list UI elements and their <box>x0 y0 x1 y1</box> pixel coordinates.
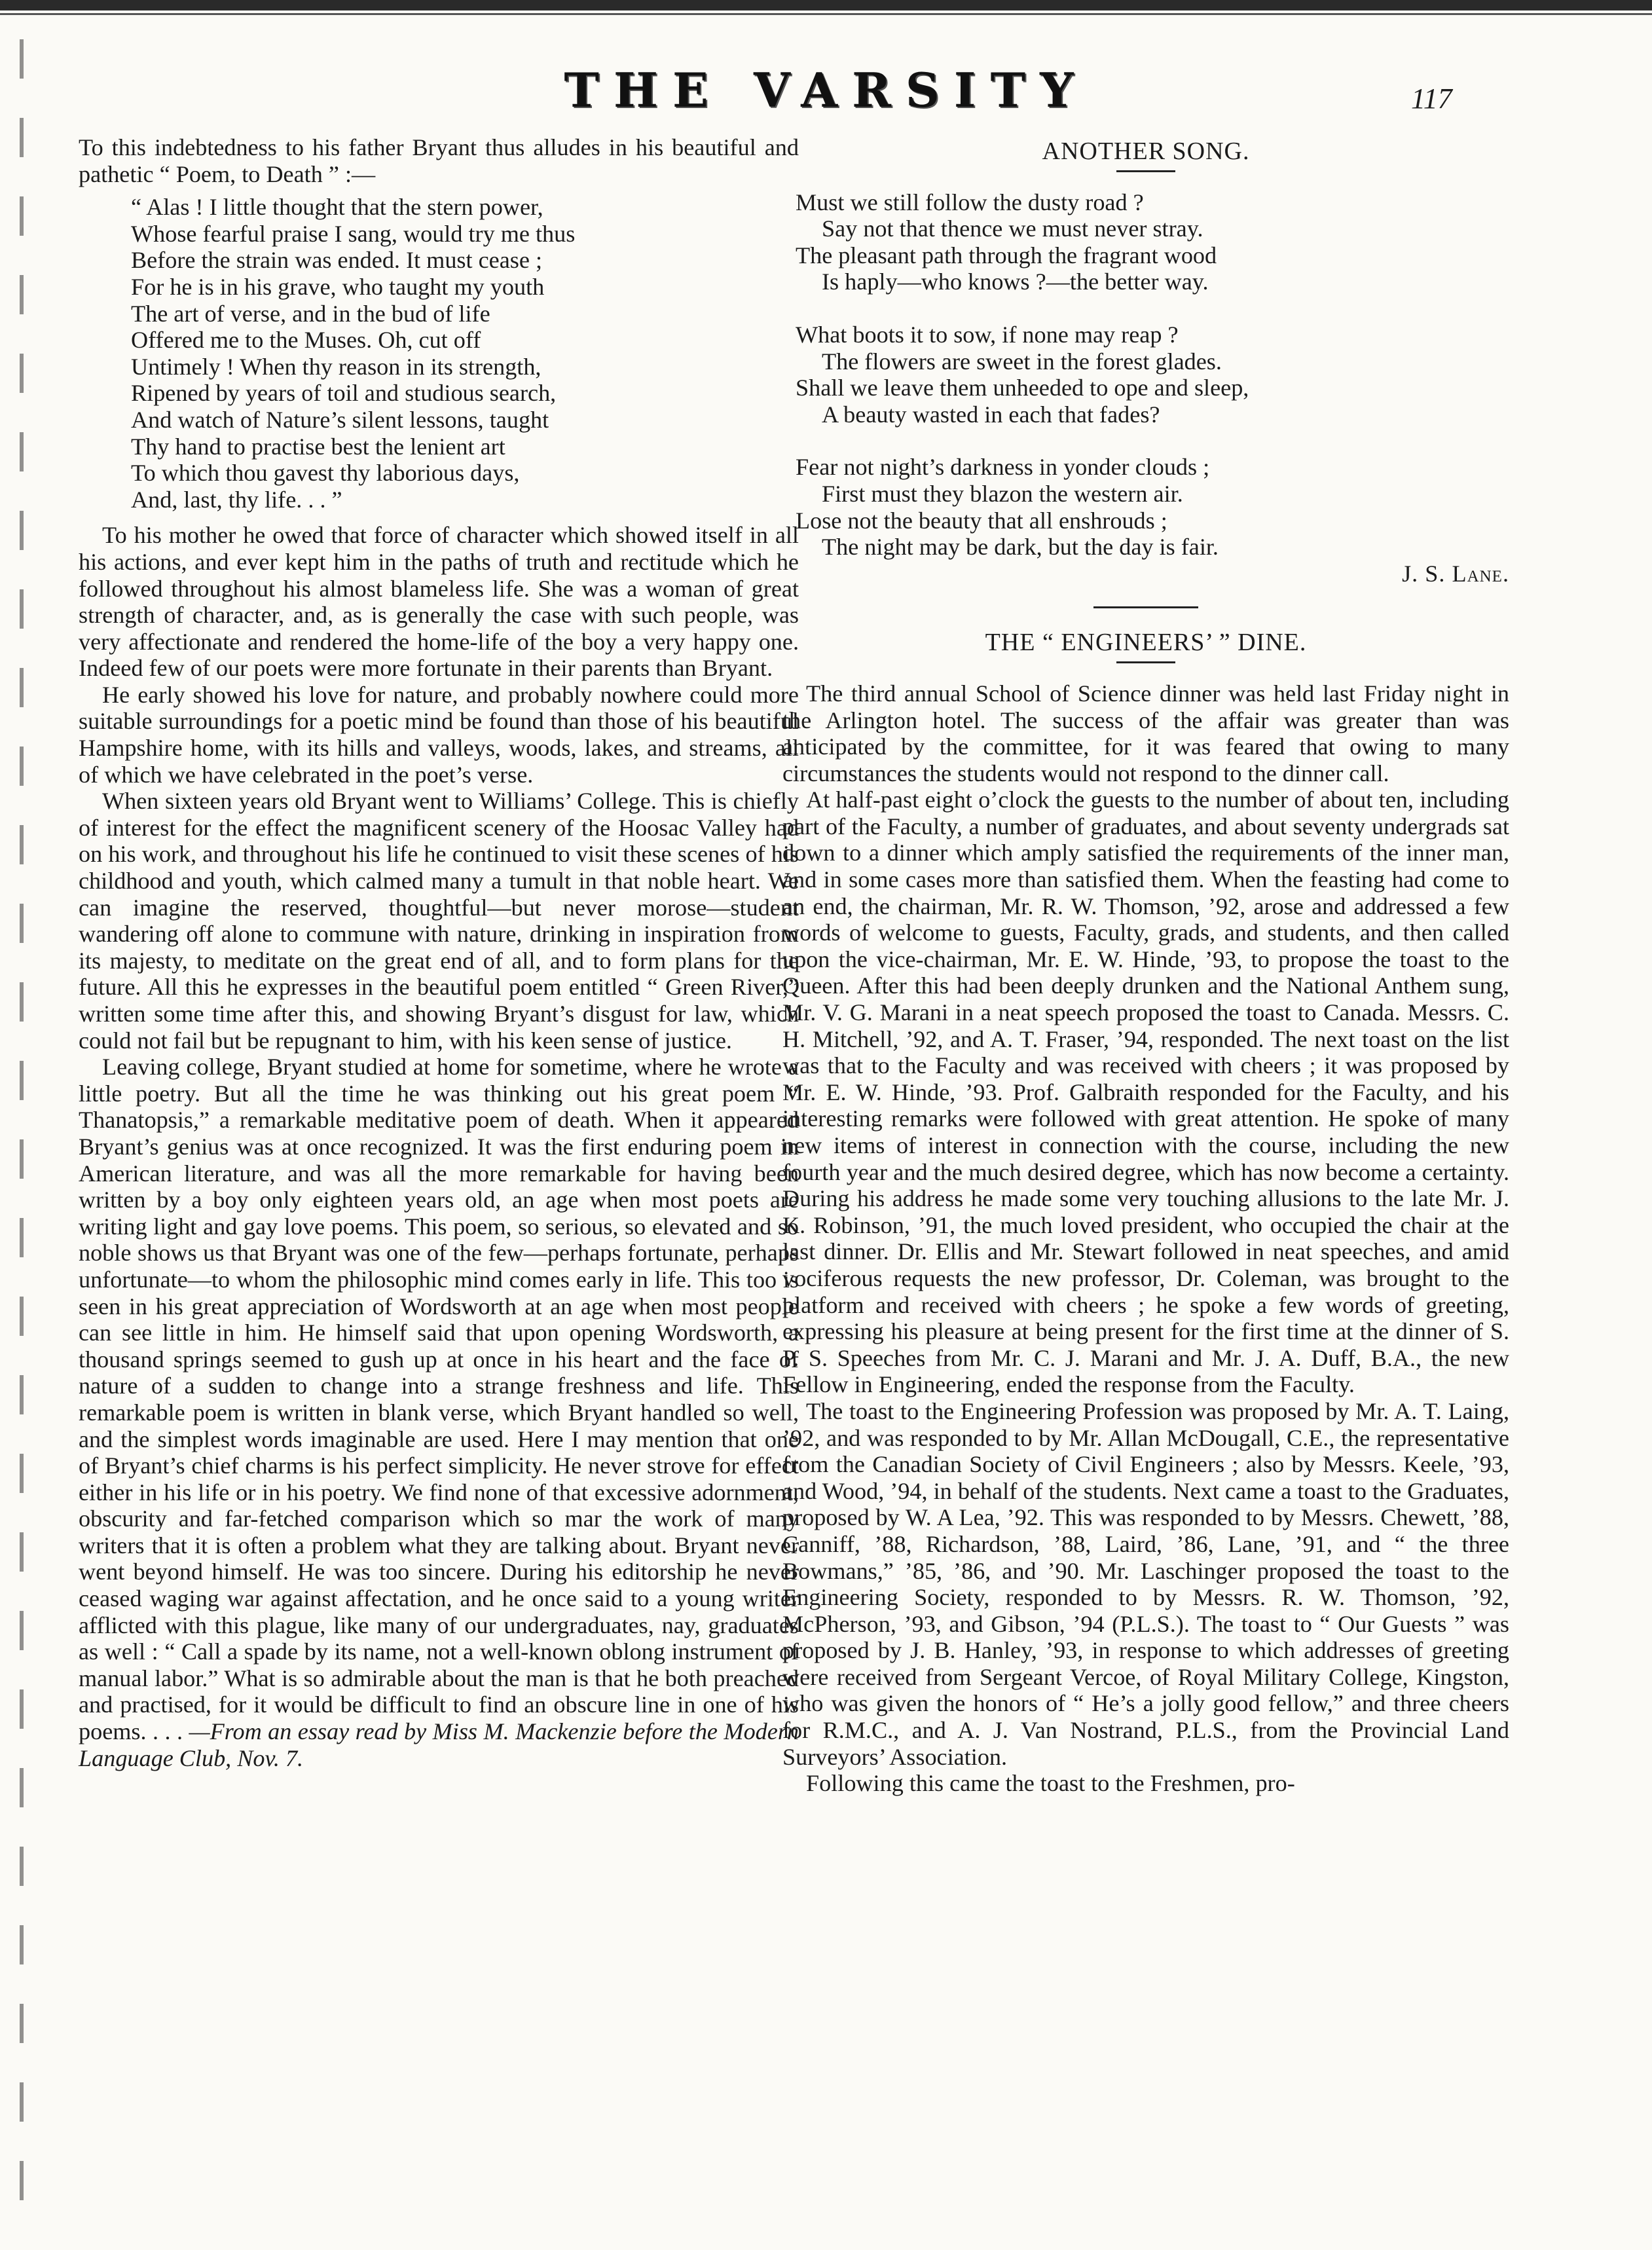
poem-line: Offered me to the Muses. Oh, cut off <box>131 327 481 354</box>
song-stanza <box>796 189 1509 295</box>
title-rule <box>1116 661 1175 663</box>
source-note: —From an essay read by Miss M. Mackenzie before the Modern Language Club, Nov. 7. <box>79 1718 799 1771</box>
stanza-line: Is haply—who knows ?—the better way. <box>822 268 1209 295</box>
binding-gutter-marks <box>20 39 24 2240</box>
top-border-rule <box>0 0 1652 10</box>
song-title: ANOTHER SONG. <box>1042 138 1250 165</box>
song-stanza <box>796 322 1509 428</box>
body-paragraph: To his mother he owed that force of character which showed itself in all his actions, and ever kept him in the paths of truth and rectitude which he followed throughout his almost blameless life. She was a woman of great strength of character, and, as is generally the case with such people, was very affectionate and rendered the home-life of the boy a very happy one. Indeed few of our poets were more fortunate in their parents than Bryant. <box>79 522 799 682</box>
dinner-title: THE “ ENGINEERS’ ” DINE. <box>985 629 1307 657</box>
poem-line: “ Alas ! I little thought that the stern power, <box>131 194 543 221</box>
poem-line: Untimely ! When thy reason in its strength, <box>131 353 541 380</box>
poem-line: For he is in his grave, who taught my youth <box>131 273 545 300</box>
stanza-line: The night may be dark, but the day is fair. <box>822 534 1219 561</box>
stanza-line: A beauty wasted in each that fades? <box>822 401 1160 428</box>
title-rule <box>1116 170 1175 172</box>
poem-line: Thy hand to practise best the lenient art <box>131 433 505 460</box>
body-paragraph: Following this came the toast to the Freshmen, pro- <box>806 1770 1295 1797</box>
body-paragraph <box>79 1054 799 1771</box>
stanza-line: Lose not the beauty that all enshrouds ; <box>796 507 1167 534</box>
poem-line: Ripened by years of toil and studious search, <box>131 380 557 407</box>
stanza-line: The flowers are sweet in the forest glades. <box>822 348 1222 375</box>
poem-line: To which thou gavest thy laborious days, <box>131 460 520 487</box>
section-divider <box>1093 606 1198 608</box>
poem-line: The art of verse, and in the bud of life <box>131 300 490 327</box>
stanza-line: Say not that thence we must never stray. <box>822 215 1203 242</box>
right-column <box>782 134 1509 1797</box>
song-stanza <box>796 454 1509 560</box>
body-paragraph: The toast to the Engineering Profession was proposed by Mr. A. T. Laing, ’92, and was responded to by Mr. Allan McDougall, C.E., the representative from the Canadian Society of Civil Engineers ; also by Messrs. Keele, ’93, and Wood, ’94, in behalf of the students. Next came a toast to the Graduates, proposed by W. A Lea, ’92. This was responded to by Messrs. Chewett, ’88, Canniff, ’88, Richardson, ’88, Laird, ’86, Lane, ’91, and “ the three Bowmans,” ’85, ’86, and ’90. Mr. Laschinger proposed the toast to the Engineering Society, responded to by Messrs. R. W. Thomson, ’92, McPherson, ’93, and Gibson, ’94 (P.L.S.). The toast to “ Our Guests ” was proposed by J. B. Hanley, ’93, in response to which addresses of greeting were received from Sergeant Vercoe, of Royal Military College, Kingston, who was given the honors of “ He’s a jolly good fellow,” and three cheers for R.M.C., and A. J. Van Nostrand, P.L.S., from the Provincial Land Surveyors’ Association. <box>782 1397 1509 1770</box>
stanza-line: Fear not night’s darkness in yonder clouds ; <box>796 454 1210 481</box>
stanza-line: The pleasant path through the fragrant wood <box>796 242 1217 268</box>
stanza-line: Must we still follow the dusty road ? <box>796 189 1144 215</box>
stanza-line: Shall we leave them unheeded to ope and sleep, <box>796 375 1249 401</box>
stanza-line: What boots it to sow, if none may reap ? <box>796 321 1179 348</box>
intro-paragraph: To this indebtedness to his father Bryant thus alludes in his beautiful and pathetic “ Poem, to Death ” :— <box>79 134 799 187</box>
left-column <box>79 134 799 1771</box>
body-paragraph: He early showed his love for nature, and probably nowhere could more suitable surroundings for a poetic mind be found than those of his beautiful Hampshire home, with its hills and valleys, woods, lakes, and streams, all of which we have celebrated in the poet’s verse. <box>79 681 799 788</box>
poem-line: And watch of Nature’s silent lessons, taught <box>131 406 549 433</box>
body-paragraph: The third annual School of Science dinner was held last Friday night in the Arlington hotel. The success of the affair was greater than was anticipated by the committee, for it was feared that owing to many circumstances the students would not respond to the dinner call. <box>782 680 1509 786</box>
song-poem <box>796 189 1509 561</box>
poem-line: Whose fearful praise I sang, would try me thus <box>131 220 576 247</box>
poem-line: Before the strain was ended. It must cease ; <box>131 247 543 274</box>
death-poem-excerpt <box>131 194 799 513</box>
body-paragraph: When sixteen years old Bryant went to Williams’ College. This is chiefly of interest for the effect the magnificent scenery of the Hoosac Valley had on his work, and throughout his life he continued to visit these scenes of his childhood and youth, which calmed many a tumult in that noble heart. We can imagine the reserved, thoughtful—but never morose—student wandering off alone to commune with nature, drinking in inspiration from its majesty, to meditate on the great end of all, and to form plans for the future. All this he expresses in the beautiful poem entitled “ Green River,” written some time after this, and showing Bryant’s disgust for law, which could not fail but be repugnant to him, with his keen sense of justice. <box>79 788 799 1054</box>
body-paragraph: At half-past eight o’clock the guests to the number of about ten, including part of the Faculty, a number of graduates, and about seventy undergrads sat down to a dinner which amply satisfied the requirements of the inner man, and in some cases more than satisfied them. When the feasting had come to an end, the chairman, Mr. R. W. Thomson, ’92, arose and addressed a few words of welcome to guests, Faculty, grads, and students, and then called upon the vice-chairman, Mr. E. W. Hinde, ’93, to propose the toast to the Queen. After this had been deeply drunken and the National Anthem sung, Mr. V. G. Marani in a neat speech proposed the toast to Canada. Messrs. C. H. Mitchell, ’92, and A. T. Fraser, ’94, responded. The next toast on the list was that to the Faculty and was received with cheers ; it was proposed by Mr. E. W. Hinde, ’93. Prof. Galbraith responded for the Faculty, and his interesting remarks were followed with great attention. He spoke of many new items of interest in connection with the course, including the new fourth year and the much desired degree, which has now become a certainty. During his address he made some very touching allusions to the late Mr. J. K. Robinson, ’91, the much loved president, who occupied the chair at the last dinner. Dr. Ellis and Mr. Stewart followed in neat speeches, and amid vociferous requests the new professor, Dr. Coleman, was brought to the platform and received with cheers ; he spoke a few words of greeting, expressing his pleasure at being present for the first time at the dinner of S. P. S. Speeches from Mr. C. J. Marani and Mr. J. A. Duff, B.A., the new Fellow in Engineering, ended the response from the Faculty. <box>782 786 1509 1398</box>
masthead <box>0 62 1652 118</box>
stanza-line: First must they blazon the western air. <box>822 480 1183 507</box>
song-author: J. S. Lane. <box>1402 560 1509 587</box>
page-number: 117 <box>1411 83 1452 115</box>
top-border-thin-rule <box>0 13 1652 15</box>
body-paragraph-text: Leaving college, Bryant studied at home for sometime, where he wrote a little poetry. But all the time he was thinking out his great poem “ Thanatopsis,” a remarkable meditative poem of death. When it appeared Bryant’s genius was at once recognized. It was the first enduring poem in American literature, and was all the more remarkable for having been written by a boy only eighteen years old, an age when most poets are writing light and gay love poems. This poem, so serious, so elevated and so noble shows us that Bryant was one of the few—perhaps fortunate, perhaps unfortunate—to whom the philosophic mind comes early in life. This too is seen in his great appreciation of Wordsworth at an age when most people can see little in him. He himself said that upon opening Wordsworth, a thousand springs seemed to gush up at once in his heart and the face of nature of a sudden to change into a strange freshness and life. This remarkable poem is written in blank verse, which Bryant handled so well, and the simplest words imaginable are used. Here I may mention that one of Bryant’s chief charms is his perfect simplicity. He never strove for effect either in his life or in his poetry. We find none of that excessive adornment, obscurity and far-fetched comparison which so mar the work of many writers that it is often a problem what they are talking about. Bryant never went beyond himself. He was too sincere. During his editorship he never ceased waging war against affectation, and he once said to a young writer afflicted with this plague, like many of our undergraduates, nay, graduates as well : “ Call a spade by its name, not a well-known oblong instrument of manual labor.” What is so admirable about the man is that he both preached and practised, for it would be difficult to find an obscure line in one of his poems. . . . <box>79 1054 799 1745</box>
masthead-title: THE VARSITY <box>564 62 1088 118</box>
poem-line: And, last, thy life. . . ” <box>131 486 342 513</box>
